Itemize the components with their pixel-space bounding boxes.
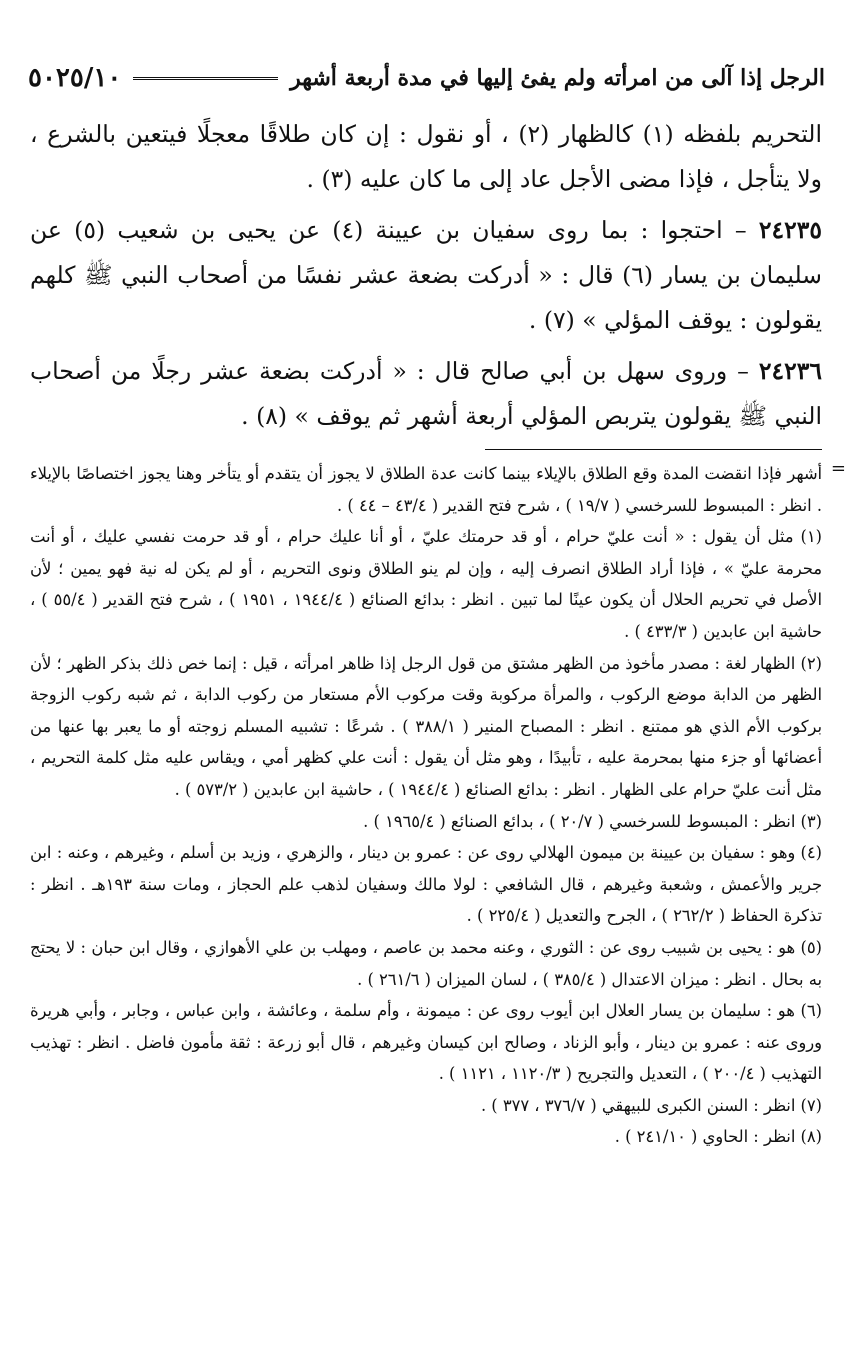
header-rule — [133, 77, 278, 80]
footnote-continuation: أشهر فإذا انقضت المدة وقع الطلاق بالإيلاء بينما كانت عدة الطلاق لا يجوز أن يتقدم أو يتأخر وهنا يجوز اختصاصًا بالإيلاء . انظر : المبسوط للسرخسي ( ١٩/٧ ) ، شرح فتح القدير ( ٤٣/٤ – ٤٤ ) . — [30, 464, 822, 515]
page-reference: ٥٠٢٥/١٠ — [28, 63, 122, 93]
main-text — [30, 112, 822, 445]
footnotes — [30, 458, 822, 1153]
paragraph-number: ٢٤٢٣٦ — [758, 357, 822, 385]
footnote-5: (٥) هو : يحيى بن شبيب روى عن : الثوري ، وعنه محمد بن عاصم ، ومهلب بن علي الأهوازي ، وقال ابن حبان : لا يحتج به بحال . انظر : ميزان الاعتدال ( ٣٨٥/٤ ) ، لسان الميزان ( ٢٦١/٦ ) . — [30, 937, 822, 989]
footnote-2: (٢) الظهار لغة : مصدر مأخوذ من الظهر مشتق من قول الرجل إذا ظاهر امرأته ، قيل : إنما خص ذلك بذكر الظهر ؛ لأن الظهر من الدابة موضع الركوب ، والمرأة مركوبة وقت مركوب الأم مستعار من ركوب الدابة ، ثم شبه ركوب الزوجة بركوب الأم الذي هو ممتنع . انظر : المصباح المنير ( ٣٨٨/١ ) . شرعًا : تشبيه المسلم زوجته أو ما يعبر بها عنها من أعضائها أو جزء منها بمحرمة عليه ، تأبيدًا ، وهو مثل أن يقول : أنت علي كظهر أمي ، ويقاس عليه مثل كلمة التحريم ، مثل أنت عليّ حرام على الظهار . انظر : بدائع الصنائع ( ١٩٤٤/٤ ) ، حاشية ابن عابدين ( ٥٧٣/٢ ) . — [30, 653, 822, 799]
chapter-title: الرجل إذا آلى من امرأته ولم يفئ إليها في مدة أربعة أشهر — [290, 65, 825, 91]
paragraph-24235 — [30, 208, 822, 343]
footnote-separator — [485, 449, 822, 450]
footnote-6: (٦) هو : سليمان بن يسار العلال ابن أيوب روى عن : ميمونة ، وأم سلمة ، وعائشة ، وابن عباس ، وجابر ، وأبي هريرة وروى عنه : عمرو بن دينار ، وأبو الزناد ، وصالح ابن كيسان وغيرهم ، قال أبو زرعة : ثقة مأمون فاضل . انظر : تهذيب التهذيب ( ٢٠٠/٤ ) ، التعديل والتجريح ( ١١٢٠/٣ ، ١١٢١ ) . — [30, 1001, 822, 1084]
paragraph-text: – احتجوا : بما روى سفيان بن عيينة (٤) عن يحيى بن شعيب (٥) عن سليمان بن يسار (٦) قال : « أدركت بضعة عشر نفسًا من أصحاب النبي ﷺ كلهم يقولون : يوقف المؤلي » (٧) . — [30, 216, 822, 334]
paragraph-number: ٢٤٢٣٥ — [758, 216, 822, 244]
footnote-3: (٣) انظر : المبسوط للسرخسي ( ٢٠/٧ ) ، بدائع الصنائع ( ١٩٦٥/٤ ) . — [363, 811, 822, 831]
footnote-8: (٨) انظر : الحاوي ( ٢٤١/١٠ ) . — [614, 1127, 822, 1147]
footnote-4: (٤) وهو : سفيان بن عيينة بن ميمون الهلالي روى عن : عمرو بن دينار ، والزهري ، وزيد بن أسلم ، وغيرهم ، وعنه : ابن جرير والأعمش ، وشعبة وغيرهم ، قال الشافعي : لولا مالك وسفيان لذهب علم الحجاز ، ومات سنة ١٩٣هـ . انظر : تذكرة الحفاظ ( ٢٦٢/٢ ) ، الجرح والتعديل ( ٢٢٥/٤ ) . — [30, 843, 823, 926]
running-header — [28, 58, 825, 98]
continuation-mark: = — [830, 458, 846, 479]
footnote-1: (١) مثل أن يقول : « أنت عليّ حرام ، أو قد حرمتك عليّ ، أو أنا عليك حرام ، أو قد حرمت نفسي عليك ، أو أنت محرمة عليّ » ، فإذا أراد الطلاق انصرف إليه ، وإن لم ينو الطلاق ونوى التحريم ، أو لم يكن له نية فهو يمين ؛ لأن الأصل في تحريم الحلال أن يكون عينًا لما تبين . انظر : بدائع الصنائع ( ١٩٤٤/٤ ، ١٩٥١ ) ، شرح فتح القدير ( ٥٥/٤ ) ، حاشية ابن عابدين ( ٤٣٣/٣ ) . — [30, 527, 822, 641]
paragraph-text: – وروى سهل بن أبي صالح قال : « أدركت بضعة عشر رجلًا من أصحاب النبي ﷺ يقولون يتربص المؤلي أربعة أشهر ثم يوقف » (٨) . — [30, 357, 822, 430]
paragraph-24236 — [30, 349, 822, 439]
footnote-7: (٧) انظر : السنن الكبرى للبيهقي ( ٣٧٦/٧ ، ٣٧٧ ) . — [480, 1095, 822, 1115]
paragraph-1: التحريم بلفظه (١) كالظهار (٢) ، أو نقول : إن كان طلاقًا معجلًا فيتعين بالشرع ، ولا يتأجل ، فإذا مضى الأجل عاد إلى ما كان عليه (٣) . — [30, 120, 822, 193]
